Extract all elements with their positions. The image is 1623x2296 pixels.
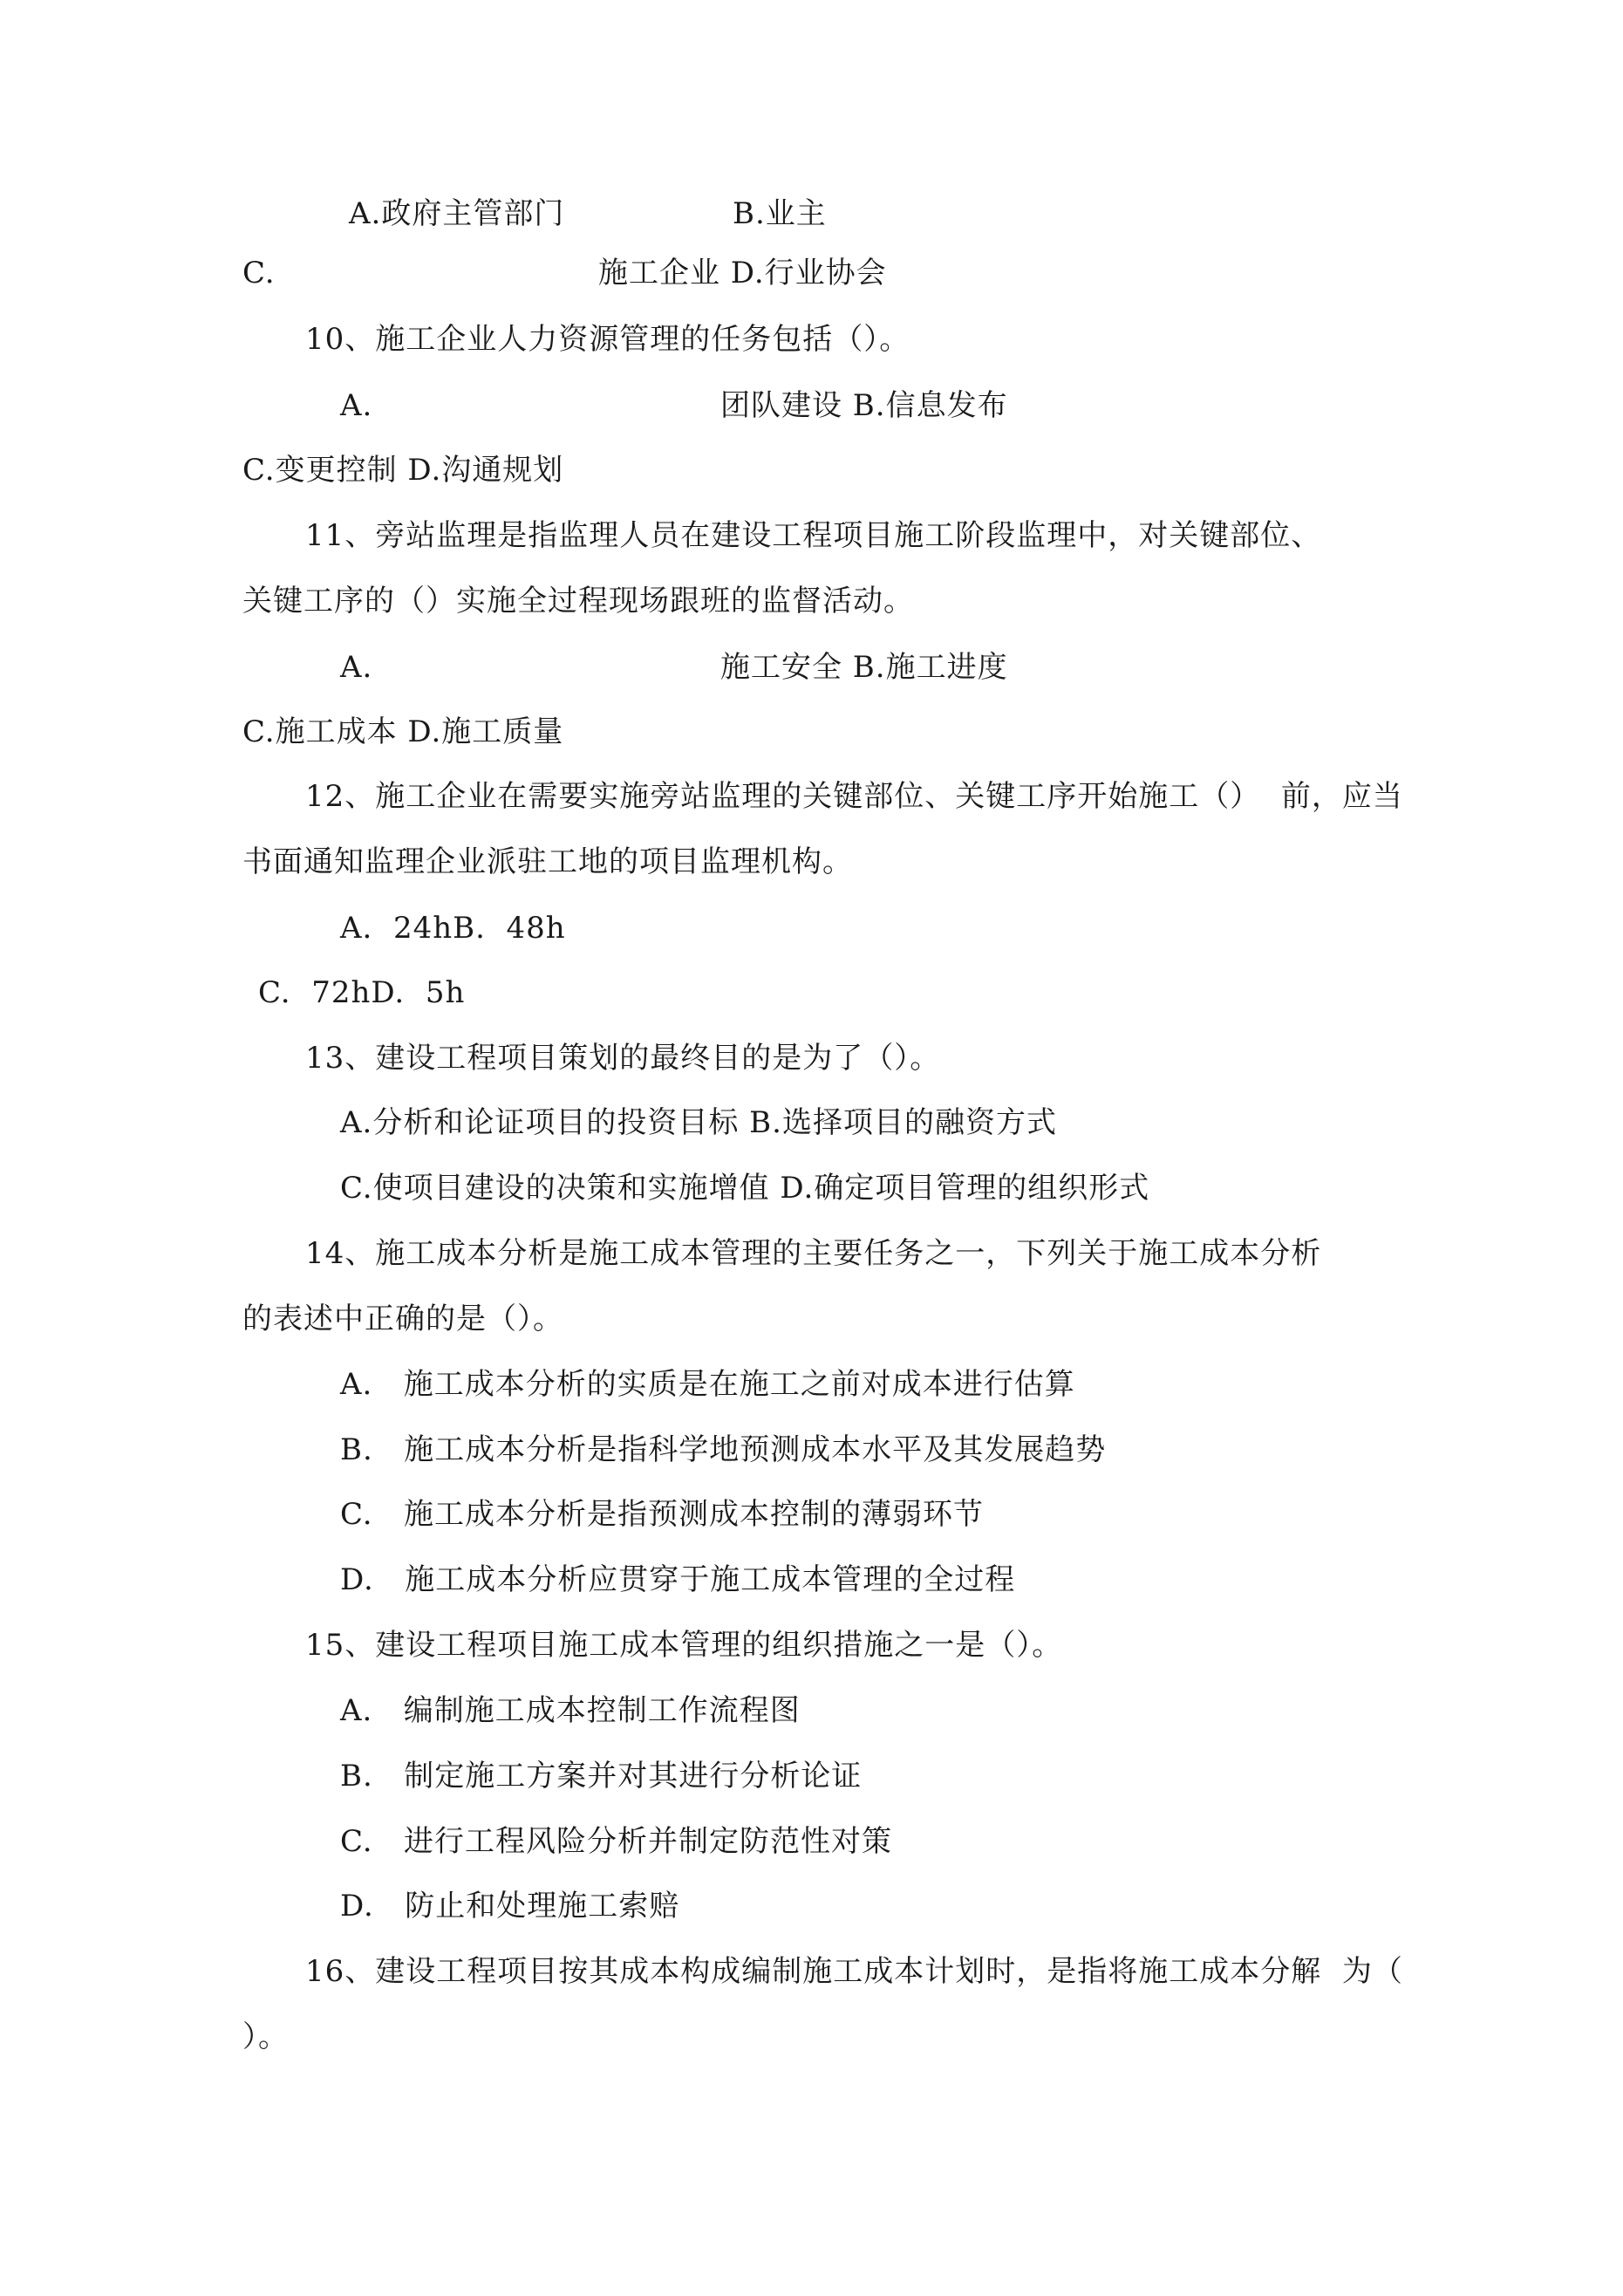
text-line: C. 进行工程风险分析并制定防范性对策 <box>340 1824 893 1859</box>
text-line: D. 施工成本分析应贯穿于施工成本管理的全过程 <box>340 1562 1016 1597</box>
text-line: 15、建设工程项目施工成本管理的组织措施之一是（）。 <box>305 1628 1063 1663</box>
text-line: 16、建设工程项目按其成本构成编制施工成本计划时，是指将施工成本分解 为（ <box>305 1954 1403 1989</box>
text-line: 11、旁站监理是指监理人员在建设工程项目施工阶段监理中，对关键部位、 <box>305 518 1322 553</box>
text-line: 14、施工成本分析是施工成本管理的主要任务之一，下列关于施工成本分析 <box>305 1236 1322 1271</box>
text-line: A. 编制施工成本控制工作流程图 <box>340 1693 801 1728</box>
text-line: 10、施工企业人力资源管理的任务包括（）。 <box>305 322 910 357</box>
text-line: A.分析和论证项目的投资目标 B.选择项目的融资方式 <box>340 1105 1057 1140</box>
text-line: 13、建设工程项目策划的最终目的是为了（）。 <box>305 1041 941 1076</box>
text-line: A. 24hB. 48h <box>340 911 566 946</box>
text-line: D. 防止和处理施工索赔 <box>340 1889 680 1924</box>
text-line: A.政府主管部门 <box>349 196 565 231</box>
text-line: C. <box>242 256 276 290</box>
text-line: C.施工成本 D.施工质量 <box>242 714 564 749</box>
text-line: B.业主 <box>733 196 827 231</box>
text-line: 的表述中正确的是（）。 <box>242 1302 563 1336</box>
text-line: 施工安全 B.施工进度 <box>720 650 1008 685</box>
text-line: ）。 <box>242 2019 289 2054</box>
text-line: 书面通知监理企业派驻工地的项目监理机构。 <box>242 844 853 879</box>
text-line: C. 72hD. 5h <box>258 975 466 1010</box>
text-line: C.变更控制 D.沟通规划 <box>242 453 564 488</box>
text-line: A. 施工成本分析的实质是在施工之前对成本进行估算 <box>340 1367 1075 1402</box>
text-line: 团队建设 B.信息发布 <box>720 388 1008 423</box>
text-line: 12、施工企业在需要实施旁站监理的关键部位、关键工序开始施工（） 前，应当 <box>305 779 1403 814</box>
text-line: A. <box>340 388 373 423</box>
text-line: B. 制定施工方案并对其进行分析论证 <box>340 1759 863 1794</box>
text-line: C.使项目建设的决策和实施增值 D.确定项目管理的组织形式 <box>340 1171 1150 1206</box>
text-line: C. 施工成本分析是指预测成本控制的薄弱环节 <box>340 1497 985 1532</box>
text-line: A. <box>340 650 373 685</box>
text-line: B. 施工成本分析是指科学地预测成本水平及其发展趋势 <box>340 1432 1107 1467</box>
text-line: 关键工序的（）实施全过程现场跟班的监督活动。 <box>242 584 914 618</box>
text-line: 施工企业 D.行业协会 <box>598 256 887 290</box>
